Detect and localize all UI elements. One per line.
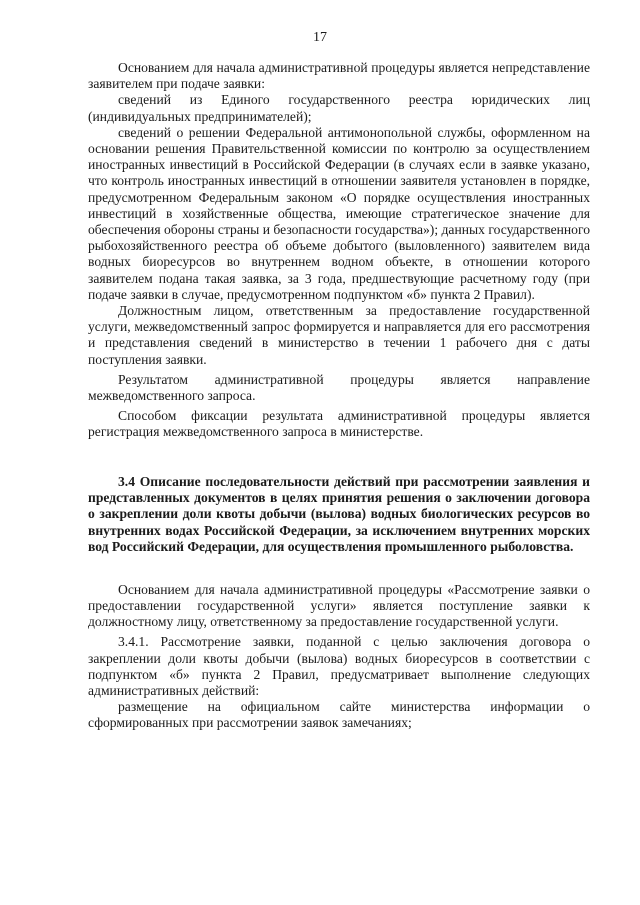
paragraph-3-4-1: 3.4.1. Рассмотрение заявки, поданной с целью заключения договора о закреплении доли квоты добычи (вылова) водных биоресурсов в соответствии с подпунктом «б» пункта 2 Правил, предусматривает выполнение следующих административных действий: xyxy=(88,634,590,698)
document-body xyxy=(88,60,590,732)
paragraph-procedure-basis: Основанием для начала административной процедуры «Рассмотрение заявки о предоставлении государственной услуги» является поступление заявки к должностному лицу, ответственному за предоставление государственной услуги. xyxy=(88,581,590,630)
paragraph-egrul: сведений из Единого государственного реестра юридических лиц (индивидуальных предпринимателей); xyxy=(88,92,590,124)
paragraph-result: Результатом административной процедуры является направление межведомственного запроса. xyxy=(88,371,590,404)
paragraph-basis: Основанием для начала административной процедуры является непредставление заявителем при подаче заявки: xyxy=(88,60,590,92)
paragraph-responsible-official: Должностным лицом, ответственным за предоставление государственной услуги, межведомственный запрос формируется и направляется для его рассмотрения и представления сведений в министерство в течении 1 рабочего дня с даты поступления заявки. xyxy=(88,303,590,367)
page-number: 17 xyxy=(313,30,327,45)
paragraph-fixation: Способом фиксации результата административной процедуры является регистрация межведомственного запроса в министерстве. xyxy=(88,408,590,440)
paragraph-website-placement: размещение на официальном сайте министерства информации о сформированных при рассмотрении заявок замечаниях; xyxy=(88,699,590,731)
paragraph-fas-decision: сведений о решении Федеральной антимонопольной службы, оформленном на основании решения Правительственной комиссии по контролю за осуществлением иностранных инвестиций в Российской Федерации (в случаях если в заявке указано, что контроль иностранных инвестиций в отношении заявителя установлен в порядке, предусмотренном Федеральным законом «О порядке осуществления иностранных инвестиций в хозяйственные общества, имеющие стратегическое значение для обеспечения обороны страны и безопасности государства»); данных государственного рыбохозяйственного реестра об объеме добытого (выловленного) заявителем вида водных биоресурсов во внутреннем водном объекте, в отношении которого заявителем подана такая заявка, за 3 года, предшествующие расчетному году (при подаче заявки в случае, предусмотренном подпунктом «б» пункта 2 Правил). xyxy=(88,124,590,302)
section-heading: 3.4 Описание последовательности действий при рассмотрении заявления и представленных документов в целях принятия решения о заключении договора о закреплении доли квоты добычи (вылова) водных биологических ресурсов во внутренних водах Российской Федерации, за исключением внутренних морских вод Российский Федерации, для осуществления промышленного рыболовства. xyxy=(88,473,590,555)
